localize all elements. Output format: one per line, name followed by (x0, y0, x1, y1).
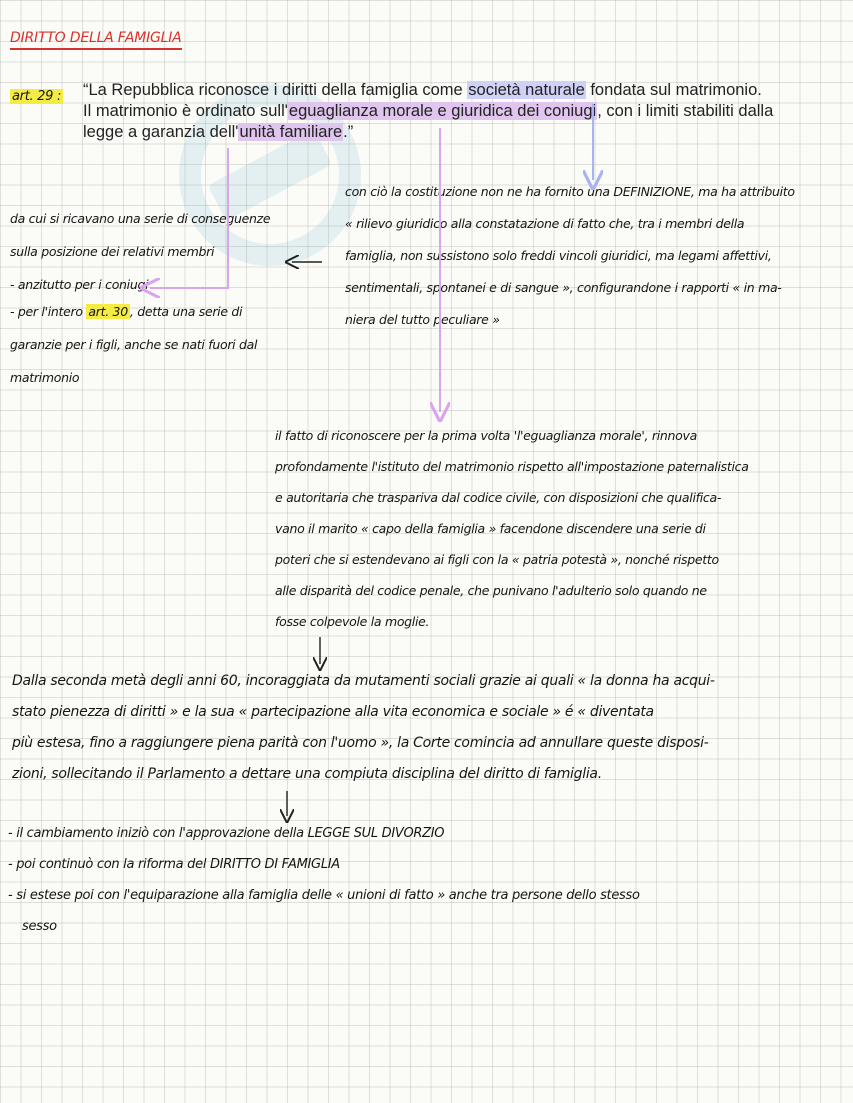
quote-text: Il matrimonio è ordinato sull' (83, 102, 288, 120)
note-line: e autoritaria che traspariva dal codice civile, con disposizioni che qualifica- (275, 490, 722, 505)
note-text: - per l'intero (10, 304, 87, 319)
note-line: alle disparità del codice penale, che punivano l'adulterio solo quando ne (275, 583, 707, 598)
note-line: sulla posizione dei relativi membri (10, 244, 215, 259)
article-30-highlight: art. 30 (88, 304, 128, 319)
note-line: zioni, sollecitando il Parlamento a dettare una compiuta disciplina del diritto di famiglia. (12, 766, 602, 782)
note-line: fosse colpevole la moglie. (275, 614, 430, 629)
note-line: con ciò la costituzione non ne ha fornito una DEFINIZIONE, ma ha attribuito (345, 184, 795, 199)
note-text: , detta una serie di (129, 304, 243, 319)
note-line: niera del tutto peculiare » (345, 312, 500, 327)
page-title: DIRITTO DELLA FAMIGLIA (10, 29, 182, 50)
article-label-text: art. 29 : (12, 89, 62, 104)
note-line: il fatto di riconoscere per la prima volta 'l'eguaglianza morale', rinnova (275, 428, 697, 443)
quote-text: legge a garanzia dell' (83, 123, 239, 141)
note-line: da cui si ricavano una serie di conseguenze (10, 211, 271, 226)
quote-text: , con i limiti stabiliti dalla (597, 102, 774, 120)
note-line: poteri che si estendevano ai figli con la « patria potestà », nonché rispetto (275, 552, 719, 567)
violet-arrow-left (150, 148, 228, 288)
list-item: sesso (22, 919, 57, 934)
quote-highlight-unita: unità familiare (239, 123, 343, 141)
list-item: - si estese poi con l'equiparazione alla famiglia delle « unioni di fatto » anche tra persone dello stesso (8, 888, 640, 903)
note-line: matrimonio (10, 370, 80, 385)
note-line: vano il marito « capo della famiglia » facendone discendere una serie di (275, 521, 706, 536)
note-line: profondamente l'istituto del matrimonio rispetto all'impostazione paternalistica (275, 459, 749, 474)
quote-text: fondata sul matrimonio. (585, 81, 762, 99)
list-item: - il cambiamento iniziò con l'approvazione della LEGGE SUL DIVORZIO (8, 826, 445, 841)
quote-text: “La Repubblica riconosce i diritti della famiglia come (83, 81, 468, 99)
note-line: Dalla seconda metà degli anni 60, incoraggiata da mutamenti sociali grazie ai quali « la donna ha acqui- (12, 673, 715, 689)
quote-highlight-eguaglianza: eguaglianza morale e giuridica dei coniugi (288, 102, 597, 120)
note-line: stato pienezza di diritti » e la sua « partecipazione alla vita economica e sociale » é « diventata (12, 704, 654, 720)
note-line: « rilievo giuridico alla constatazione di fatto che, tra i membri della (345, 216, 745, 231)
note-line: garanzie per i figli, anche se nati fuori dal (10, 337, 258, 352)
list-item: - poi continuò con la riforma del DIRITTO DI FAMIGLIA (8, 857, 340, 872)
note-line: famiglia, non sussistono solo freddi vincoli giuridici, ma legami affettivi, (345, 248, 772, 263)
quote-highlight-societa: società naturale (468, 81, 585, 99)
note-line: - anzitutto per i coniugi (10, 277, 149, 292)
note-line: più estesa, fino a raggiungere piena parità con l'uomo », la Corte comincia ad annullare queste disposi- (12, 735, 709, 751)
quote-text: .” (343, 123, 354, 141)
note-line: sentimentali, spontanei e di sangue », configurandone i rapporti « in ma- (345, 280, 782, 295)
